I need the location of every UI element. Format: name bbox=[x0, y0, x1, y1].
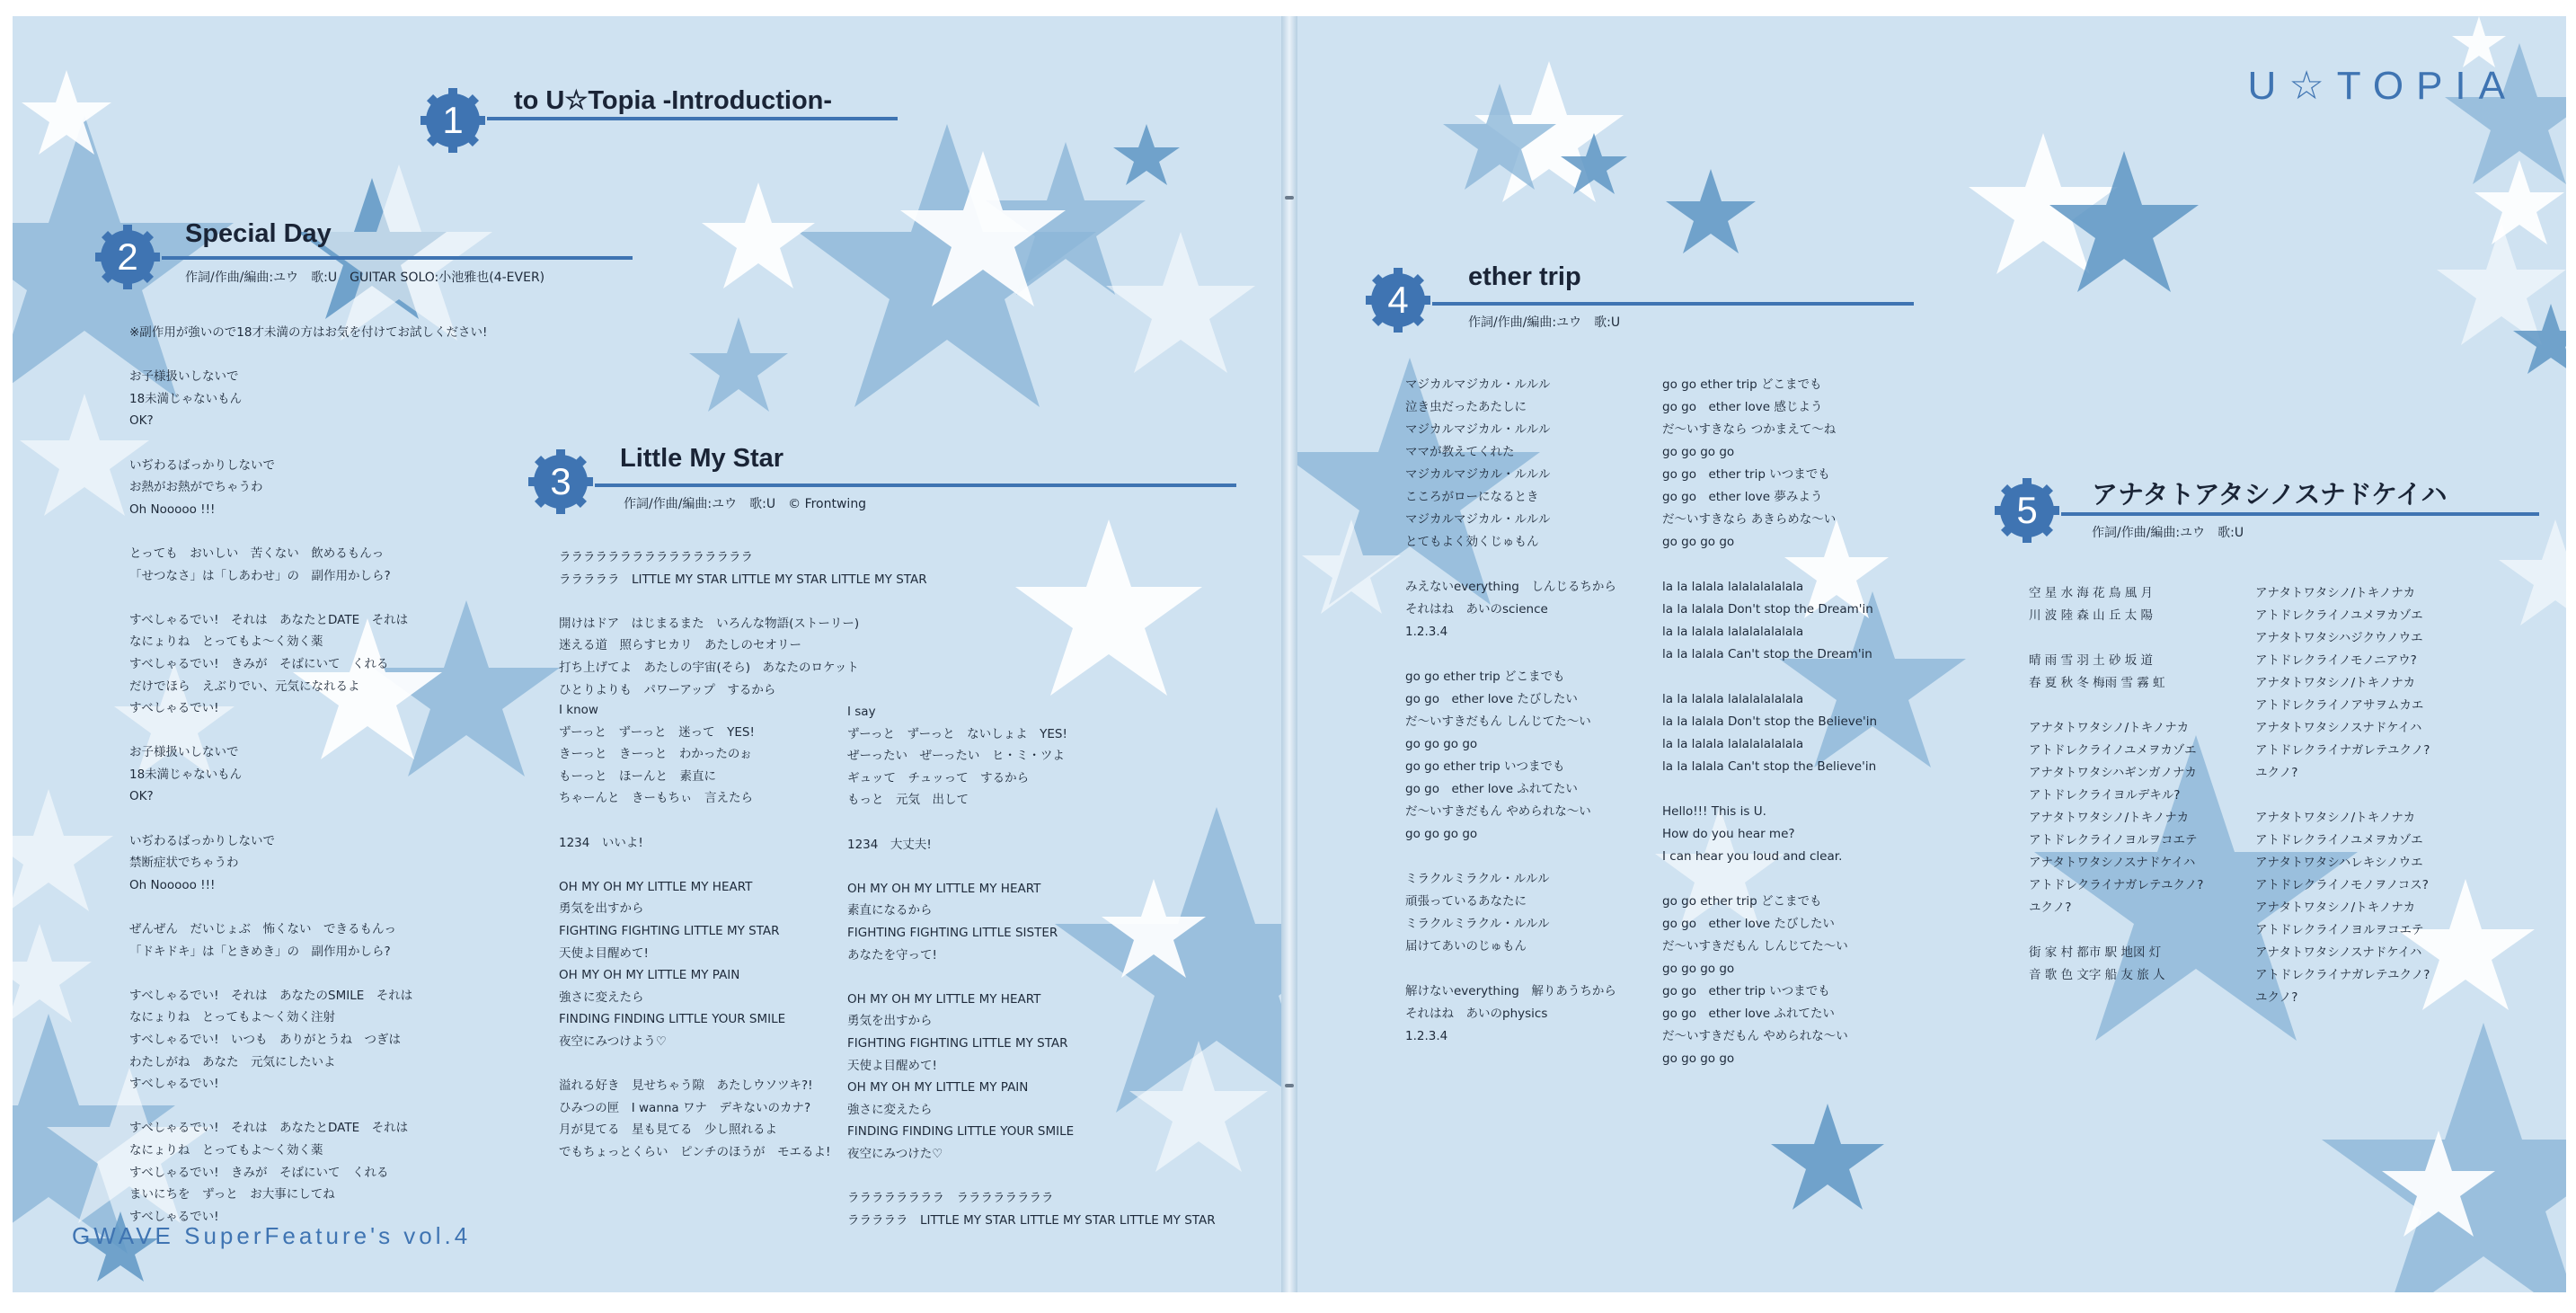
lyric-line: だ～いすきだもん しんじてた～い bbox=[1662, 939, 1848, 954]
track-3-lyrics-right bbox=[847, 701, 1216, 1231]
lyric-line: OH MY OH MY LITTLE MY HEART bbox=[559, 879, 753, 894]
lyric-line: アトドレクライノモノニアウ? bbox=[2255, 653, 2417, 668]
lyric-line: go go ether trip いつまでも bbox=[1662, 467, 1830, 482]
lyric-line: アナタトワタシハジクウノウエ bbox=[2255, 631, 2423, 645]
lyric-line: ちゃーんと きーもちぃ 言えたら bbox=[559, 791, 753, 806]
lyric-line: 1234 いいよ! bbox=[559, 835, 643, 850]
lyric-line bbox=[129, 344, 487, 367]
lyric-line: すべしゃるでい! きみが そばにいて くれる bbox=[129, 656, 389, 671]
lyric-line: なにょりね とってもよ～く効く薬 bbox=[129, 1142, 323, 1158]
lyric-line bbox=[129, 808, 487, 830]
lyric-line: go go ether love ふれてたい bbox=[1405, 782, 1578, 796]
lyric-line: アナタトワタシノ/トキノナカ bbox=[2255, 586, 2416, 600]
lyric-line: ※副作用が強いので18才未満の方はお気を付けてお試しください! bbox=[129, 325, 488, 340]
lyric-line: FIGHTING FIGHTING LITTLE MY STAR bbox=[559, 923, 780, 938]
lyric-line: ぜーったい ぜーったい ヒ・ミ・ツよ bbox=[847, 749, 1065, 764]
lyric-line bbox=[847, 812, 1216, 834]
lyric-line: アナタトワタシノスナドケイハ bbox=[2255, 721, 2422, 735]
lyric-line: だ～いすきなら つかまえて～ね bbox=[1662, 422, 1837, 437]
track-5-lyrics-right bbox=[2255, 582, 2430, 1009]
lyric-line: すべしゃるでい! いつも ありがとうね つぎは bbox=[129, 1033, 402, 1047]
lyric-line: 「せつなさ」は「しあわせ」の 副作用かしら? bbox=[129, 568, 391, 583]
lyric-line: ララララララララララララララララ bbox=[559, 550, 753, 564]
lyric-line: 夜空にみつけよう♡ bbox=[559, 1034, 667, 1049]
lyric-line: ララララララララ ララララララララ bbox=[847, 1191, 1054, 1206]
lyric-line: 打ち上げてよ あたしの宇宙(そら) あなたのロケット bbox=[559, 660, 859, 675]
lyric-line: きーっと きーっと わかったのぉ bbox=[559, 747, 752, 762]
lyric-line: マジカルマジカル・ルルル bbox=[1405, 422, 1551, 437]
lyric-line bbox=[129, 963, 487, 985]
lyric-line: だけでほら えぶりでい、元気になれるよ bbox=[129, 679, 360, 694]
lyric-line: 夜空にみつけた♡ bbox=[847, 1146, 943, 1161]
star-icon bbox=[1666, 169, 1756, 253]
lyric-line: すべしゃるでい! bbox=[129, 1077, 219, 1092]
lyric-line: la la lalala lalalalalalala bbox=[1662, 625, 1804, 639]
lyric-line: FIGHTING FIGHTING LITTLE MY STAR bbox=[847, 1035, 1068, 1051]
star-icon bbox=[702, 182, 815, 288]
lyric-line bbox=[559, 1053, 830, 1076]
lyric-line: 素直になるから bbox=[847, 903, 933, 918]
track-4-lyrics-right bbox=[1662, 374, 1877, 1070]
lyric-line: マジカルマジカル・ルルル bbox=[1405, 512, 1551, 527]
lyric-line: go go ether love たびしたい bbox=[1405, 692, 1578, 706]
track-5-underline bbox=[2061, 512, 2539, 516]
lyric-line: 泣き虫だったあたしに bbox=[1405, 400, 1527, 414]
lyric-line bbox=[1405, 554, 1616, 576]
track-2-lyrics-lines bbox=[129, 322, 487, 1228]
lyric-line: ミラクルミラクル・ルルル bbox=[1405, 872, 1550, 886]
lyric-line: 天使よ目醒めて! bbox=[847, 1058, 937, 1073]
lyric-line: それはね あいのscience bbox=[1405, 602, 1548, 617]
lyric-line: マジカルマジカル・ルルル bbox=[1405, 377, 1551, 392]
lyric-line bbox=[129, 587, 487, 609]
lyric-line: だ～いすきなら あきらめな～い bbox=[1662, 512, 1837, 527]
lyric-line: go go ether love たびしたい bbox=[1662, 917, 1835, 931]
lyric-line: ミラクルミラクル・ルルル bbox=[1405, 917, 1550, 931]
lyric-line: アトドレクライノモノヲノコス? bbox=[2255, 878, 2429, 892]
lyric-line: go go ether trip いつまでも bbox=[1662, 984, 1830, 998]
lyric-line: 晴 雨 雪 羽 土 砂 坂 道 bbox=[2029, 653, 2154, 668]
lyric-line: すべしゃるでい! きみが そばにいて くれる bbox=[129, 1165, 389, 1180]
lyric-line: ユクノ? bbox=[2255, 990, 2298, 1005]
lyric-line: いぢわるばっかりしないで bbox=[129, 833, 275, 848]
track-4-credits: 作詞/作曲/編曲:ユウ 歌:U bbox=[1468, 315, 1621, 330]
lyric-line: 1234 大丈夫! bbox=[847, 837, 932, 852]
lyric-line: la la lalala lalalalalalala bbox=[1662, 692, 1804, 706]
track-2-title: Special Day bbox=[185, 219, 332, 248]
lyric-line: もーっと ほーんと 素直に bbox=[559, 768, 716, 784]
lyric-line: アナタトワタシノスナドケイハ bbox=[2029, 856, 2196, 870]
lyric-line: 18未満じゃないもん bbox=[129, 391, 243, 406]
lyric-line: とてもよく効くじゅもん bbox=[1405, 535, 1539, 549]
lyric-line bbox=[2029, 695, 2203, 717]
lyric-line: 強さに変えたら bbox=[847, 1102, 933, 1117]
footer-label: GWAVE SuperFeature's vol.4 bbox=[72, 1222, 472, 1249]
lyric-line bbox=[1405, 958, 1616, 980]
track-5-number-badge: 5 bbox=[1993, 476, 2061, 545]
track-1-number-badge: 1 bbox=[419, 86, 487, 155]
lyric-line: I say bbox=[847, 705, 876, 719]
lyric-line: go go ether love 夢みよう bbox=[1662, 490, 1823, 504]
lyric-line bbox=[847, 966, 1216, 989]
lyric-line: ずーっと ずーっと ないしょよ YES! bbox=[847, 726, 1067, 741]
track-4-number-badge: 4 bbox=[1364, 266, 1432, 334]
lyric-line bbox=[129, 432, 487, 455]
lyric-line: 「ドキドキ」は「ときめき」の 副作用かしら? bbox=[129, 944, 391, 959]
lyric-line: だ～いすきだもん やめられな～い bbox=[1662, 1029, 1848, 1043]
lyric-line: アナタトワタシノ/トキノナカ bbox=[2029, 721, 2190, 735]
lyric-line bbox=[129, 720, 487, 742]
lyric-line: ユクノ? bbox=[2029, 900, 2072, 915]
star-icon bbox=[1113, 124, 1180, 185]
lyric-line bbox=[2029, 919, 2203, 942]
lyric-line: go go go go bbox=[1662, 445, 1735, 459]
lyric-line: わたしがね あなた 元気にしたいよ bbox=[129, 1054, 336, 1069]
lyric-line: 18未満じゃないもん bbox=[129, 767, 243, 782]
lyric-line: OH MY OH MY LITTLE MY HEART bbox=[847, 881, 1041, 896]
lyric-line: アナタトワタシノ/トキノナカ bbox=[2029, 811, 2190, 825]
lyric-line: go go go go bbox=[1662, 1051, 1735, 1066]
lyric-line: すべしゃるでい! それは あなたとDATE それは bbox=[129, 612, 409, 627]
track-1-underline bbox=[487, 117, 898, 120]
lyric-line: OK? bbox=[129, 413, 154, 429]
lyric-line: とっても おいしい 苦くない 飲めるもんっ bbox=[129, 546, 385, 561]
lyric-line: アトドレクライヨルデキル? bbox=[2029, 788, 2181, 803]
lyric-line: すべしゃるでい! bbox=[129, 701, 219, 716]
lyric-line: アナタトワタシハレキシノウエ bbox=[2255, 856, 2423, 870]
track-2-lyrics bbox=[129, 322, 487, 1228]
lyric-line: アナタトワタシノ/トキノナカ bbox=[2255, 900, 2416, 915]
lyric-line: go go go go bbox=[1662, 535, 1735, 549]
lyric-line: マジカルマジカル・ルルル bbox=[1405, 467, 1551, 482]
lyric-line: すべしゃるでい! それは あなたとDATE それは bbox=[129, 1121, 409, 1136]
lyric-line: go go ether trip どこまでも bbox=[1662, 377, 1822, 392]
lyric-line: FINDING FINDING LITTLE YOUR SMILE bbox=[559, 1012, 786, 1027]
track-3-credits: 作詞/作曲/編曲:ユウ 歌:U © Frontwing bbox=[624, 497, 867, 511]
star-icon bbox=[13, 924, 92, 1023]
lyric-line bbox=[559, 810, 830, 832]
lyric-line: 春 夏 秋 冬 梅雨 雪 霧 虹 bbox=[2029, 676, 2165, 690]
lyric-line: アトドレクライノユメヲカゾエ bbox=[2255, 608, 2423, 623]
lyric-line: なにょりね とってもよ～く効く薬 bbox=[129, 634, 323, 650]
lyric-line bbox=[1662, 868, 1877, 891]
lyric-line: 勇気を出すから bbox=[559, 901, 644, 917]
lyric-line: 街 家 村 都市 駅 地図 灯 bbox=[2029, 945, 2162, 960]
lyric-line: 溢れる好き 見せちゃう隙 あたしウソツキ?! bbox=[559, 1078, 813, 1094]
lyric-line: Hello!!! This is U. bbox=[1662, 804, 1766, 819]
lyric-line: go go ether trip どこまでも bbox=[1405, 670, 1565, 684]
lyric-line: みえないeverything しんじるちから bbox=[1405, 580, 1616, 594]
lyric-line: アトドレクライノユメヲカゾエ bbox=[2029, 743, 2197, 758]
track-5-title: アナタトアタシノスナドケイハ bbox=[2092, 481, 2448, 510]
lyric-line bbox=[559, 854, 830, 876]
lyric-line: OH MY OH MY LITTLE MY PAIN bbox=[847, 1080, 1029, 1096]
track-4-lyrics-left bbox=[1405, 374, 1616, 1048]
lyric-line: あなたを守って! bbox=[847, 947, 937, 963]
lyric-line: go go ether love ふれてたい bbox=[1662, 1007, 1835, 1021]
lyric-line: Oh Nooooo !!! bbox=[129, 501, 216, 517]
star-icon bbox=[1015, 519, 1202, 696]
lyric-line bbox=[1405, 846, 1616, 868]
lyric-line: la la lalala Can't stop the Dream'in bbox=[1662, 647, 1872, 661]
star-icon bbox=[2452, 16, 2506, 67]
lyric-line: 強さに変えたら bbox=[559, 989, 644, 1005]
staple-bottom bbox=[1285, 1084, 1294, 1087]
album-logo: U☆TOPIA bbox=[2247, 64, 2518, 108]
lyric-line: 解けないeverything 解りあうちから bbox=[1405, 984, 1616, 998]
lyric-line: アトドレクライノユメヲカゾエ bbox=[2255, 833, 2423, 847]
lyric-line: OK? bbox=[129, 789, 154, 804]
lyric-line: まいにちを ずっと お大事にしてね bbox=[129, 1187, 335, 1202]
right-page bbox=[1297, 16, 2566, 1292]
track-4-underline bbox=[1432, 302, 1914, 306]
lyric-line: なにょりね とってもよ～く効く注射 bbox=[129, 1010, 335, 1025]
star-icon bbox=[2499, 519, 2566, 625]
track-3-title: Little My Star bbox=[620, 444, 784, 473]
lyric-line bbox=[847, 856, 1216, 878]
lyric-line: ユクノ? bbox=[2255, 766, 2298, 780]
lyric-line: la la lalala Can't stop the Believe'in bbox=[1662, 759, 1877, 774]
lyric-line: Oh Nooooo !!! bbox=[129, 877, 216, 892]
lyric-line: go go go go bbox=[1405, 827, 1478, 841]
track-1-title: to U☆Topia -Introduction- bbox=[514, 86, 833, 115]
lyric-line: go go ether love 感じよう bbox=[1662, 400, 1823, 414]
lyric-line: ギュッて チュッって するから bbox=[847, 770, 1030, 785]
lyric-line: 1.2.3.4 bbox=[1405, 1029, 1448, 1043]
lyric-line: How do you hear me? bbox=[1662, 827, 1795, 841]
lyric-line: go go ether trip どこまでも bbox=[1662, 894, 1822, 909]
lyric-line: だ～いすきだもん しんじてた～い bbox=[1405, 714, 1591, 729]
lyric-line bbox=[129, 896, 487, 918]
lyric-line: いぢわるばっかりしないで bbox=[129, 457, 275, 473]
lyric-line: FIGHTING FIGHTING LITTLE SISTER bbox=[847, 925, 1058, 940]
track-3-lyrics-intro bbox=[559, 546, 927, 701]
lyric-line: go go go go bbox=[1405, 737, 1478, 751]
lyric-line: お子様扱いしないで bbox=[129, 369, 239, 385]
track-2-credits: 作詞/作曲/編曲:ユウ 歌:U GUITAR SOLO:小池雅也(4-EVER) bbox=[185, 271, 545, 285]
lyric-line: ラララララ LITTLE MY STAR LITTLE MY STAR LITTLE MY STAR bbox=[847, 1212, 1216, 1228]
lyric-line bbox=[1662, 666, 1877, 688]
lyric-line bbox=[847, 1165, 1216, 1187]
lyric-line: アトドレクライノヨルヲコエテ bbox=[2255, 923, 2424, 937]
lyric-line: アナタトワタシハギンガノナカ bbox=[2029, 766, 2197, 780]
booklet-gutter bbox=[1281, 16, 1297, 1292]
lyric-line bbox=[2255, 785, 2430, 807]
lyric-line: ぜんぜん だいじょぶ 怖くない できるもんっ bbox=[129, 922, 396, 937]
star-icon bbox=[1771, 1104, 1884, 1210]
lyric-line: ずーっと ずーっと 迷って YES! bbox=[559, 724, 755, 740]
star-icon bbox=[13, 789, 113, 911]
lyric-line: お子様扱いしないで bbox=[129, 745, 239, 760]
staple-top bbox=[1285, 196, 1294, 200]
lyric-line: la la lalala lalalalalalala bbox=[1662, 737, 1804, 751]
lyric-line: I know bbox=[559, 703, 598, 717]
lyric-line: それはね あいのphysics bbox=[1405, 1007, 1548, 1021]
lyric-line: アトドレクライノアサヲムカエ bbox=[2255, 698, 2424, 713]
track-4-title: ether trip bbox=[1468, 262, 1581, 291]
lyric-line: go go go go bbox=[1662, 962, 1735, 976]
lyric-line: アトドレクライノヨルヲコエテ bbox=[2029, 833, 2198, 847]
lyric-line bbox=[559, 590, 927, 613]
lyric-line: la la lalala Don't stop the Believe'in bbox=[1662, 714, 1878, 729]
lyric-line: FINDING FINDING LITTLE YOUR SMILE bbox=[847, 1124, 1075, 1140]
lyric-line: お熱がお熱がでちゃうわ bbox=[129, 480, 263, 495]
lyric-line: アナタトワタシノ/トキノナカ bbox=[2255, 811, 2416, 825]
lyric-line: すべしゃるでい! それは あなたのSMILE それは bbox=[129, 988, 413, 1003]
lyric-line: 迷える道 照らすヒカリ あたしのセオリー bbox=[559, 638, 801, 653]
track-2-number-badge: 2 bbox=[93, 223, 162, 291]
lyric-line: 禁断症状でちゃうわ bbox=[129, 856, 239, 871]
star-icon bbox=[1106, 232, 1255, 373]
lyric-line bbox=[129, 520, 487, 543]
lyric-line: アトドレクライナガレテユクノ? bbox=[2029, 878, 2204, 892]
lyric-line: 届けてあいのじゅもん bbox=[1405, 939, 1527, 954]
lyric-line bbox=[2029, 627, 2203, 650]
star-icon bbox=[689, 317, 788, 412]
lyric-line: 音 歌 色 文字 船 友 旅 人 bbox=[2029, 968, 2165, 982]
lyric-line: 頑張っているあなたに bbox=[1405, 894, 1527, 909]
lyric-line: すべしゃるでい! bbox=[129, 1209, 219, 1224]
lyric-line: 月が見てる 星も見てる 少し照れるよ bbox=[559, 1122, 777, 1138]
lyric-line: 1.2.3.4 bbox=[1405, 625, 1448, 639]
lyric-line: la la lalala Don't stop the Dream'in bbox=[1662, 602, 1873, 617]
lyric-line: アナタトワタシノ/トキノナカ bbox=[2255, 676, 2416, 690]
lyric-line bbox=[1662, 778, 1877, 801]
star-icon bbox=[22, 70, 111, 155]
lyric-line: OH MY OH MY LITTLE MY PAIN bbox=[559, 968, 740, 983]
lyric-line bbox=[1405, 643, 1616, 666]
lyric-line: でもちょっとくらい ピンチのほうが モエるよ! bbox=[559, 1144, 831, 1159]
lyric-line: 開けはドア はじまるまた いろんな物語(ストーリー) bbox=[559, 616, 860, 631]
track-3-number-badge: 3 bbox=[527, 448, 595, 516]
lyric-line: だ～いすきだもん やめられな～い bbox=[1405, 804, 1591, 819]
lyric-line: ひみつの匣 I wanna ワナ デキないのカナ? bbox=[559, 1100, 811, 1115]
lyric-line: アナタトワタシノスナドケイハ bbox=[2255, 945, 2422, 960]
lyric-line: アトドレクライナガレテユクノ? bbox=[2255, 968, 2430, 982]
lyric-line: 空 星 水 海 花 鳥 風 月 bbox=[2029, 586, 2154, 600]
lyric-line: OH MY OH MY LITTLE MY HEART bbox=[847, 991, 1041, 1007]
track-3-lyrics-left bbox=[559, 699, 830, 1163]
lyric-line: もっと 元気 出して bbox=[847, 793, 969, 808]
lyric-line bbox=[1662, 554, 1877, 576]
track-5-credits: 作詞/作曲/編曲:ユウ 歌:U bbox=[2092, 526, 2244, 540]
lyric-line: la la lalala lalalalalalala bbox=[1662, 580, 1804, 594]
lyric-line: 川 波 陸 森 山 丘 太 陽 bbox=[2029, 608, 2154, 623]
lyric-line: 天使よ目醒めて! bbox=[559, 945, 649, 961]
lyric-line: アトドレクライナガレテユクノ? bbox=[2255, 743, 2430, 758]
lyric-line bbox=[129, 1096, 487, 1118]
lyric-line: ラララララ LITTLE MY STAR LITTLE MY STAR LITTLE MY STAR bbox=[559, 572, 927, 587]
track-5-lyrics-left bbox=[2029, 582, 2203, 987]
track-2-underline bbox=[162, 256, 633, 260]
lyric-line: I can hear you loud and clear. bbox=[1662, 849, 1843, 864]
track-3-underline bbox=[595, 484, 1236, 487]
lyric-line: こころがローになるとき bbox=[1405, 490, 1539, 504]
left-page bbox=[13, 16, 1281, 1292]
lyric-line: ひとりよりも パワーアップ するから bbox=[559, 682, 776, 697]
lyric-line: 勇気を出すから bbox=[847, 1014, 933, 1029]
lyric-line: go go ether trip いつまでも bbox=[1405, 759, 1565, 774]
lyric-line: ママが教えてくれた bbox=[1405, 445, 1515, 459]
